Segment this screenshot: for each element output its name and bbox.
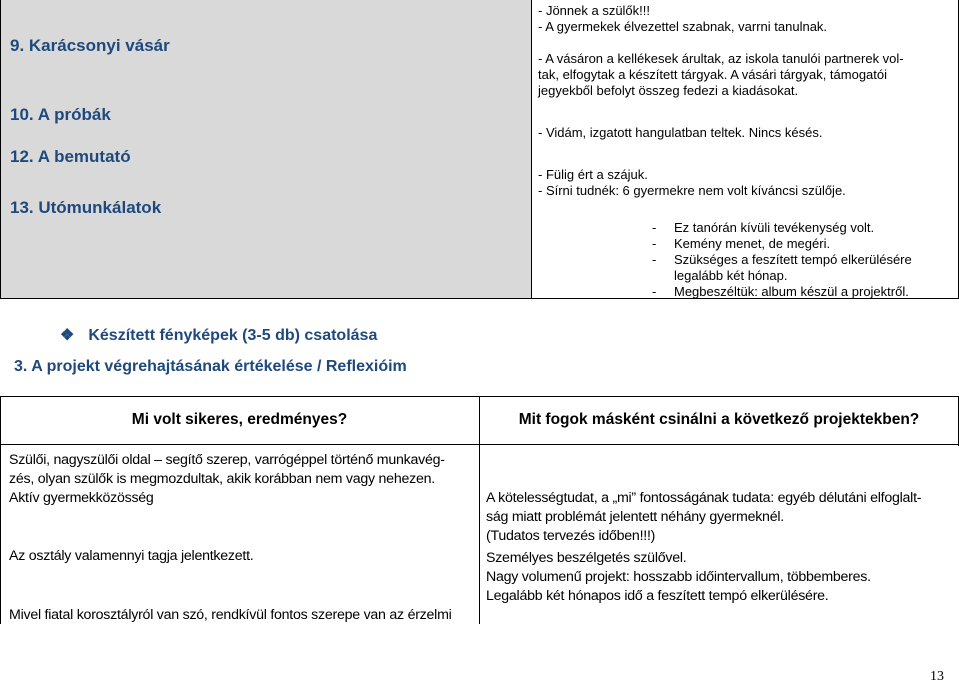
cell-text: (Tudatos tervezés időben!!!) (486, 528, 656, 544)
photos-heading: ❖ Készített fényképek (3-5 db) csatolása (60, 327, 378, 344)
cell-text: Nagy volumenű projekt: hosszabb időintervallum, többemberes. (486, 569, 871, 585)
cell-text: zés, olyan szülők is megmozdultak, akik korábban nem vagy nehezen. (9, 471, 435, 487)
cell-text: Személyes beszélgetés szülővel. (486, 550, 687, 566)
note-line: - Jönnek a szülők!!! (538, 3, 650, 18)
list-item: - Megbeszéltük: album készül a projektről. (652, 284, 909, 299)
note-line: - A vásáron a kellékesek árultak, az iskola tanulói partnerek vol- (538, 51, 904, 66)
list-item-continuation: legalább két hónap. (674, 268, 788, 283)
column-header-successes: Mi volt sikeres, eredményes? (131, 411, 348, 428)
section-heading: 3. A projekt végrehajtásának értékelése / Reflexióim (14, 358, 407, 375)
cell-text: Mivel fiatal korosztályról van szó, rendkívül fontos szerepe van az érzelmi (9, 607, 452, 623)
cell-text: ság miatt problémát jelentett néhány gyermeknél. (486, 509, 784, 525)
cell-text: A kötelességtudat, a „mi” fontosságának tudata: egyéb délutáni elfoglalt- (486, 490, 922, 506)
table-border (0, 396, 1, 624)
topic-a-bemutato: 12. A bemutató (10, 147, 131, 166)
topic-karacsonyi-vasar: 9. Karácsonyi vásár (10, 36, 170, 55)
cell-text: Szülői, nagyszülői oldal – segítő szerep, varrógéppel történő munkavég- (9, 452, 445, 468)
cell-text: Aktív gyermekközösség (9, 490, 154, 506)
note-line: - Sírni tudnék: 6 gyermekre nem volt kíváncsi szülője. (538, 183, 846, 198)
list-item: - Ez tanórán kívüli tevékenység volt. (652, 220, 875, 235)
topic-a-probak: 10. A próbák (10, 105, 111, 124)
topic-utomunkalatok: 13. Utómunkálatok (10, 198, 162, 217)
note-line: jegyekből befolyt összeg fedezi a kiadásokat. (538, 83, 799, 98)
diamond-bullet-icon: ❖ (60, 327, 75, 344)
page-number: 13 (930, 669, 944, 684)
list-item: - Kemény menet, de megéri. (652, 236, 831, 251)
note-line: - A gyermekek élvezettel szabnak, varrni tanulnak. (538, 19, 828, 34)
list-item: - Szükséges a feszített tempó elkerülésére (652, 252, 912, 267)
table-border (531, 0, 532, 298)
column-header-changes: Mit fogok másként csinálni a következő projektekben? (518, 411, 920, 428)
note-line: - Vidám, izgatott hangulatban teltek. Nincs késés. (538, 125, 823, 140)
note-line: - Fülig ért a szájuk. (538, 167, 648, 182)
table-border (479, 396, 480, 624)
dash-list (652, 220, 912, 300)
cell-text: Legalább két hónapos idő a feszített tempó elkerülésére. (486, 588, 829, 604)
cell-text: Az osztály valamennyi tagja jelentkezett. (9, 548, 254, 564)
table-border (0, 0, 1, 298)
note-line: tak, elfogytak a készített tárgyak. A vásári tárgyak, támogatói (538, 67, 888, 82)
